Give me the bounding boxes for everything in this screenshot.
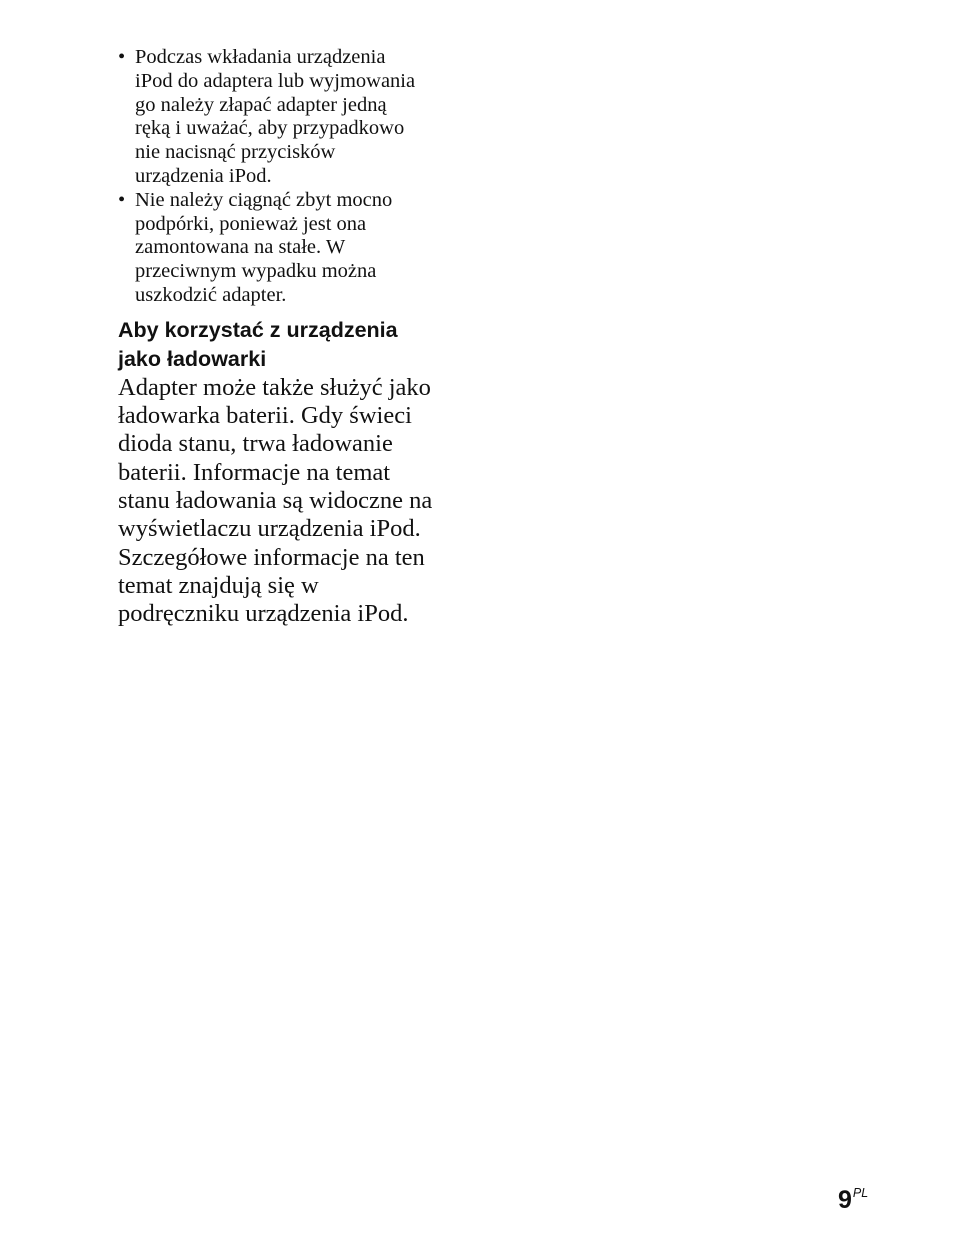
- bullet-line: Nie należy ciągnąć zbyt mocno: [135, 188, 393, 211]
- body-line: stanu ładowania są widoczne na: [118, 486, 433, 514]
- section-heading: [118, 316, 458, 374]
- body-line: baterii. Informacje na temat: [118, 458, 391, 486]
- bullet-list: [118, 46, 458, 308]
- bullet-line: Podczas wkładania urządzenia: [135, 46, 386, 68]
- heading-line: jako ładowarki: [118, 346, 267, 371]
- body-line: Szczegółowe informacje na ten: [118, 543, 425, 571]
- bullet-line: ręką i uważać, aby przypadkowo: [135, 117, 405, 140]
- bullet-line: przeciwnym wypadku można: [135, 260, 377, 283]
- bullet-line: nie nacisnąć przycisków: [135, 141, 336, 164]
- body-line: Adapter może także służyć jako: [118, 373, 431, 401]
- bullet-line: podpórki, ponieważ jest ona: [135, 212, 367, 235]
- bullet-marker: •: [118, 188, 126, 211]
- bullet-line: zamontowana na stałe. W: [135, 236, 346, 259]
- bullet-line: go należy złapać adapter jedną: [135, 93, 387, 116]
- body-line: dioda stanu, trwa ładowanie: [118, 430, 393, 458]
- section-body: [118, 374, 458, 629]
- heading-line: Aby korzystać z urządzenia: [118, 317, 398, 342]
- body-line: temat znajdują się w: [118, 571, 319, 599]
- bullet-line: urządzenia iPod.: [135, 164, 272, 187]
- bullet-line: uszkodzić adapter.: [135, 283, 287, 306]
- page-number: [838, 1178, 868, 1215]
- page-number-value: 9: [838, 1186, 852, 1214]
- text-column: [118, 46, 458, 628]
- body-line: podręczniku urządzenia iPod.: [118, 600, 409, 628]
- page-language-code: PL: [852, 1186, 869, 1200]
- bullet-item-2: [118, 189, 458, 308]
- bullet-item-1: [118, 46, 458, 189]
- bullet-line: iPod do adaptera lub wyjmowania: [135, 69, 416, 92]
- body-line: wyświetlaczu urządzenia iPod.: [118, 515, 421, 543]
- bullet-marker: •: [118, 46, 126, 68]
- body-line: ładowarka baterii. Gdy świeci: [118, 402, 412, 430]
